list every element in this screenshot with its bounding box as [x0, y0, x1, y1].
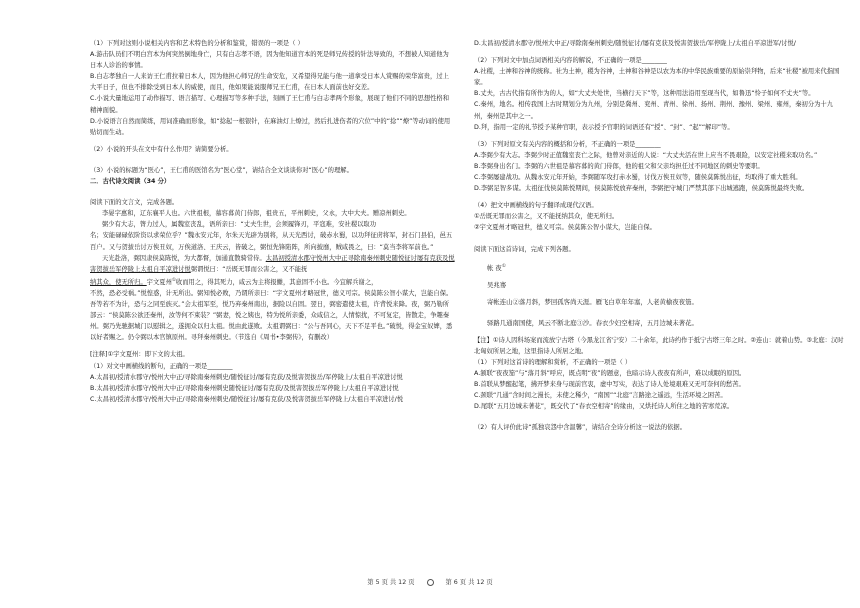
option-d: D.太昌初/授清水郡守/悦州大中正/寻除南秦州刺史/随悦征讨/屡有克获及悦害贺拔岳/军停陇上/太祖自平凉进军/讨悦/: [474, 40, 796, 47]
option-d: D.李弼足智多谋。太祖征伐侯莫陈悦期间，侯莫陈悦放弃秦州，李弼把守城门严禁其部下出城逃跑，侯莫陈悦最终失败。: [474, 185, 809, 193]
option-d: D.拜，指用一定的礼节授予某种官职，表示授予官职的词语还有“授”、“封”、“起”“解印”等。: [474, 123, 734, 131]
passage-paragraph: 李晏字惠和，辽东襄平人也。六世祖根，慕容暮黄门侍郎，祖贵五，平州刺史，父永，大中大夫。赠凉州刺史。: [102, 210, 411, 218]
poem-text: ③沙。春衣少妇空相寄，五月边城未著花。: [576, 318, 698, 327]
q1-option-a: A.游击队员们不明白宫本为何突然倒地身亡，只有白志孝不语，因为他知道宫本的死是师兄传授的针法导致的，不想被人知道他为日本人诊治的事情。: [90, 51, 449, 70]
page-footer: [0, 577, 860, 586]
option-a: A.社稷，土神和谷神的统称。社为土神，稷为谷神，土神和谷神是以农为本的中华民族重要的原始崇拜物，后来“社稷”被用来代指国家。: [474, 68, 840, 87]
q1-stem: （1）下列对这则小说相关内容和艺术特色的分析和鉴赏，错误的一项是（ ）: [90, 40, 304, 47]
passage-text: 宇文夏州: [146, 278, 172, 286]
option-b: B.李弼身出名门。李弼的六世祖是慕容暮的黄门侍郎，他的祖父和父亲均担任过不同地区的刺史等要职。: [474, 162, 764, 170]
translation-sentence: ①岳既无罪而公害之，又不能抚纳其众，使无所归。: [474, 213, 619, 221]
q1-option-d: D.小说语言自然而简练，用词准确而形象，如“捻起一根银针，在麻油灯上燎过，然后扎进伤者的穴位”中的“捻”“燎”等动词的使用贴切而生动。: [90, 117, 451, 136]
poem-text: 寄帐连山: [487, 297, 513, 306]
passage-paragraph: 纳其众，使无所归。宇文夏州①收而用之，得其死力，咸云为主将报雠，其意固不小也。今宜解兵谢之，: [90, 277, 378, 286]
q3-prompt: （3）小说的标题为“医心”，王仁甫的医馆名为“医心堂”，请结合全文谈谈你对“医心”的理解。: [90, 166, 353, 174]
passage-paragraph: [90, 253, 455, 275]
option-b: B.太昌初/授清水郡守/悦州大中正/寻除南秦州刺史随悦征讨/屡有克获/及悦害贺拔岳军停陇上/太祖自平凉进讨悦: [90, 384, 399, 392]
poem-line: [474, 318, 844, 329]
underlined-sentence: 太昌初授清水郡守悦州大中正寻除南秦州刺史随悦征讨屡有克获及悦害贺拔岳军停陇上太祖自平凉进讨悦: [90, 254, 455, 273]
passage-text: 收而用之，得其死力，咸云为主将报雠，其意固不小也。今宜解兵谢之，: [175, 278, 378, 286]
poem-title-text: 帐 夜: [487, 263, 502, 272]
passage-text: 天光赴洛，弼因隶侯莫陈悦，为大都督，加通直散骑常侍。: [102, 254, 266, 262]
passage-paragraph: 不然，恐必受祸。”悦惶惑，计无所出。弼知悦必败，乃谓所亲曰：“宇文夏州才略冠世，德义可宗。侯莫陈公智小谋大，岂能自保。吾等若不为计，恐与之同至族灭。”会太祖军至，悦乃弃秦州南出，据险以自固。翌日，弼密遣使太祖，许背悦来降。夜，弼乃勒所部云：“侯莫陈公欲还秦州，汝等何不束装？”弼妻，悦之姨也，特为悦所亲委，众咸信之，人情惊扰，不可复定，皆散走，争趣秦州。弼乃先驰据城门以慰辑之，遂拥众以归太祖。悦由此遂败。太祖谓弼曰：“公与吾同心，天下不足平也。”破悦，得金宝奴婢，悉以好者赐之。仍令弼以本官镇原州。寻拜秦州刺史。（节选自《周书•李弼传》，有删改）: [90, 289, 453, 342]
question-stem: （2）下列对文中加点词语相关内容的解说，不正确的一项是________: [474, 57, 667, 65]
passage-paragraph: 名；安能碌碌依阶资以求荣位乎？”魏永安元年，尔朱天光辟为别将，从天光西讨，破赤水蜀，以功拜征虏将军，封石门县伯，邑五百户。又与贺拔岳讨万俟丑奴，万俟道洛、王庆云，皆破之，弼恒先锋陷阵，所向披靡，贼咸畏之，曰：“莫当李将军前也。”: [90, 232, 453, 251]
question-stem: （1）下列对这首诗的理解和赏析，不正确的一项是（ ）: [474, 358, 632, 366]
option-a: A.太昌初/授清水郡守/悦州大中正/寻除南秦州刺史/随悦征讨/屡有克获/及悦害贺拔岳/军停陇上/太祖自平凉进讨悦: [90, 373, 403, 381]
option-c: C.太昌初/授清水郡守/悦州大中正/寻除南秦州刺史/随悦征讨/屡有克获/及悦害贺拔岳军停陇上/太祖自平凉进讨/悦: [90, 395, 404, 403]
underlined-sentence: 纳其众，使无所归。: [90, 278, 147, 286]
poem-author: 吴兆骞: [487, 280, 507, 289]
option-a: A.颔联“夜夜笳”与“落月斜”呼应，既点明“夜”的题意，也暗示诗人夜夜有所声，难以成眠的原因。: [474, 370, 746, 377]
question-stem: （4）把文中画横线的句子翻译成现代汉语。: [474, 202, 598, 210]
poem-text: ②落月斜，梦回孤客尚天涯。雁飞白草年年塞，人老黄榆夜夜笳。: [512, 297, 698, 306]
poem-notes: 【注】①诗人因科场案而流放宁古塔（今黑龙江省宁安）二十余年，此诗约作于抵宁古塔三年之时。②连山：就着山势。③北庭：汉时北匈奴所居之地，这里指诗人所居之地。: [474, 336, 844, 355]
question-stem: （3）下列对原文有关内容的概括和分析，不正确的一项是________: [474, 140, 661, 148]
poem-title: [474, 261, 844, 274]
option-c: C.李弼屡建战功。从魏永安元年开始，李弼随军攻打赤水蜀，讨伐万俟丑奴等，随侯莫陈悦出征，均取得了重大胜利。: [474, 174, 802, 182]
option-c: C.秦州，地名。相传我国上古时期划分为九州，分别是冀州、兖州、青州、徐州、扬州、荆州、豫州、梁州、雍州，秦初分为十九州，秦州是其中之一。: [474, 101, 834, 120]
option-c: C.颈联“几通”含时间之漫长，未使之稀少，“南国”“北庭”言路途之遥远，生活环境之困苦。: [474, 392, 727, 400]
page-number-right: 第 6 页 共 12 页: [445, 579, 493, 586]
passage-paragraph: 弼少有大志，膂力过人，属魏室丧乱，语所亲曰：“丈夫生世，会须履锋刃，平寇难，安社稷以取功: [102, 221, 377, 229]
annotation-note: [注释]①宇文夏州：即下文的太祖。: [90, 351, 189, 359]
page-number-left: 第 5 页 共 12 页: [367, 579, 415, 586]
q2-prompt: （2）小说的开头在文中有什么作用？请简要分析。: [90, 145, 233, 153]
section-heading: 二．古代诗文阅读（34 分）: [90, 178, 171, 186]
option-a: A.李弼少有大志。李弼少时正值魏室丧亡之际，他曾对亲近的人说：“大丈夫活在世上应当不畏艰险，以安定社稷来取功名。”: [474, 151, 818, 159]
option-d: D.尾联“五月边城未著花”，既交代了“春衣空相寄”的缘由，又烘托诗人所住之地的苦寒荒凉。: [474, 403, 734, 411]
left-column: [90, 38, 455, 405]
option-b: B.丈夫，古古代指有所作为的人，如“大丈夫处世，当横行天下”等，这种用法沿用至现当代，如鲁迅“怜子如何不丈夫”等。: [474, 90, 815, 98]
right-column: [474, 38, 844, 433]
option-b: B.首联从梦醒起笔，拂开梦来身与现前官衷，虚中写实，表达了诗人处境艰难又无可奈何的愁苦。: [474, 381, 745, 389]
passage-intro: 阅读下面的文言文，完成各题。: [90, 199, 179, 207]
binding-hole-icon: [427, 579, 434, 586]
poem-note-marker: ①: [501, 263, 506, 269]
question-stem: （1）对文中画横线的断句，正确的一项是________: [90, 362, 233, 370]
passage-text: 弼谓悦曰：“岳既无罪而公害之，又不能抚: [190, 265, 308, 273]
q1-option-b: B.白志孝独自一人来访王仁甫拉着日本人，因为他担心师兄的生命安危，又希望得兄能与他一道拿受日本人赏赐的荣华富贵，过上大平日子，但也不排除受到日本人的威使，而且，他如果能说服师兄王仁甫，在日本人面前也好交差。: [90, 73, 449, 92]
translation-sentence: ②宇文夏州才略冠世，德义可宗。侯莫陈公智小谋大，岂能自保。: [474, 224, 656, 232]
poem-intro: 阅读下面这首诗词，完成下列各题。: [474, 245, 575, 253]
poem-text: 驿路几通南国使，风云不断北庭: [487, 318, 577, 327]
question-prompt: （2）有人评价此诗“孤独哀怨中含温馨”，请结合全诗分析这一说法的依据。: [474, 424, 687, 432]
q1-option-c: C.小说大量地运用了动作描写、语言描写、心理描写等多种手法，刻画了王仁甫与白志孝两个形象，展现了他们不同的思想性格和精神面貌。: [90, 95, 450, 114]
poem-line: [474, 297, 844, 308]
